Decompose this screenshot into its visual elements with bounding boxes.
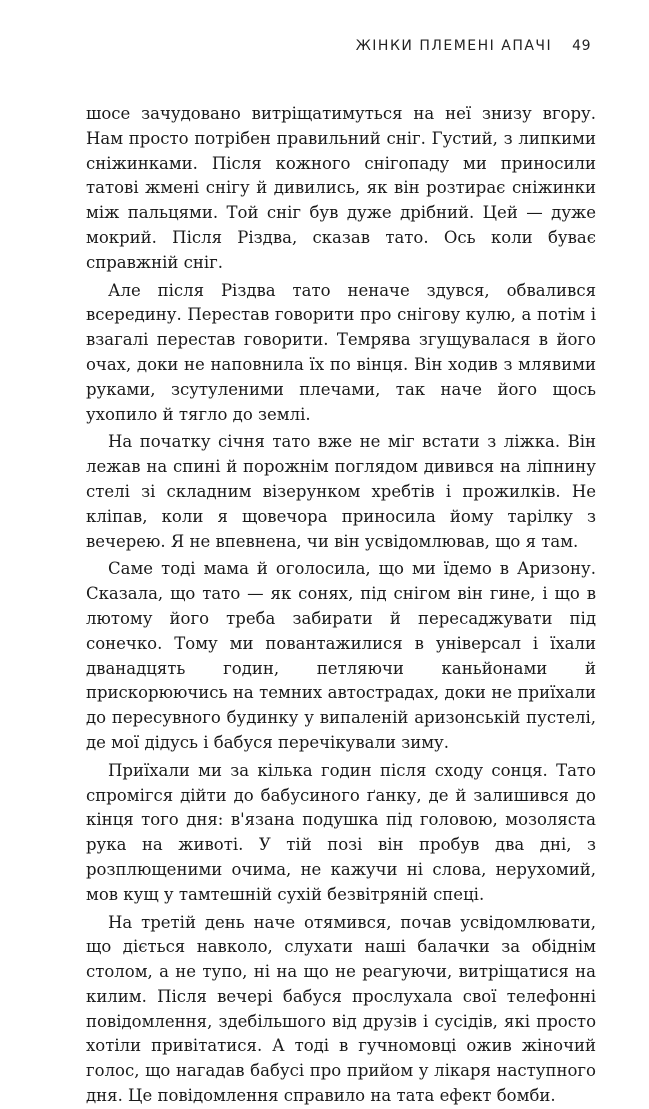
paragraph: Приїхали ми за кілька годин після сходу сонця. Тато спромігся дійти до бабусиного ґанку, де й залишився до кінця того дня: в'язана подушка під головою, мозоляста рука на животі. У тій позі він пробув два дні, з розплющеними очима, не кажучи ні слова, нерухомий, мов кущ у тамтешній сухій безвітряній спеці.	[86, 760, 596, 904]
chapter-title: ЖІНКИ ПЛЕМЕНІ АПАЧІ	[355, 38, 553, 54]
paragraph: шосе зачудовано витріщатимуться на неї знизу вгору. Нам просто потрібен правильний сніг. Густий, з липкими сніжинками. Після кожного снігопаду ми приносили татові жмені снігу й дивились, як він розтирає сніжинки між пальцями. Той сніг був дуже дрібний. Цей — дуже мокрий. Після Різдва, сказав тато. Ось коли буває справжній сніг.	[86, 104, 596, 272]
body-text	[86, 102, 596, 1109]
paragraph: На третій день наче отямився, почав усвідомлювати, що діється навколо, слухати наші балачки за обіднім столом, а не тупо, ні на що не реагуючи, витріщатися на килим. Після вечері бабуся прослухала свої телефонні повідомлення, здебільшого від друзів і сусідів, які просто хотіли привітатися. А тоді в гучномовці ожив жіночий голос, що нагадав бабусі про прийом у лікаря наступного дня. Це повідомлення справило на тата ефект бомби.	[86, 912, 596, 1106]
paragraph: На початку січня тато вже не міг встати з ліжка. Він лежав на спині й порожнім поглядом дивився на ліпнину стелі зі складним візерунком хребтів і прожилків. Не кліпав, коли я щовечора приносила йому тарілку з вечерею. Я не впевнена, чи він усвідомлював, що я там.	[86, 432, 596, 551]
running-header	[356, 38, 591, 54]
paragraph: Саме тоді мама й оголосила, що ми їдемо в Аризону. Сказала, що тато — як сонях, під снігом він гине, і що в лютому його треба забирати й пересаджувати під сонечко. Тому ми повантажилися в універсал і їхали дванадцять годин, петляючи каньйонами й прискорюючись на темних автострадах, доки не приїхали до пересувного будинку у випаленій аризонській пустелі, де мої дідусь і бабуся перечікували зиму.	[86, 559, 596, 752]
paragraph: Але після Різдва тато неначе здувся, обвалився всередину. Перестав говорити про снігову кулю, а потім і взагалі перестав говорити. Темрява згущувалася в його очах, доки не наповнила їх по вінця. Він ходив з млявими руками, зсутуленими плечами, так наче його щось ухопило й тягло до землі.	[86, 280, 596, 424]
page-number: 49	[572, 38, 591, 54]
